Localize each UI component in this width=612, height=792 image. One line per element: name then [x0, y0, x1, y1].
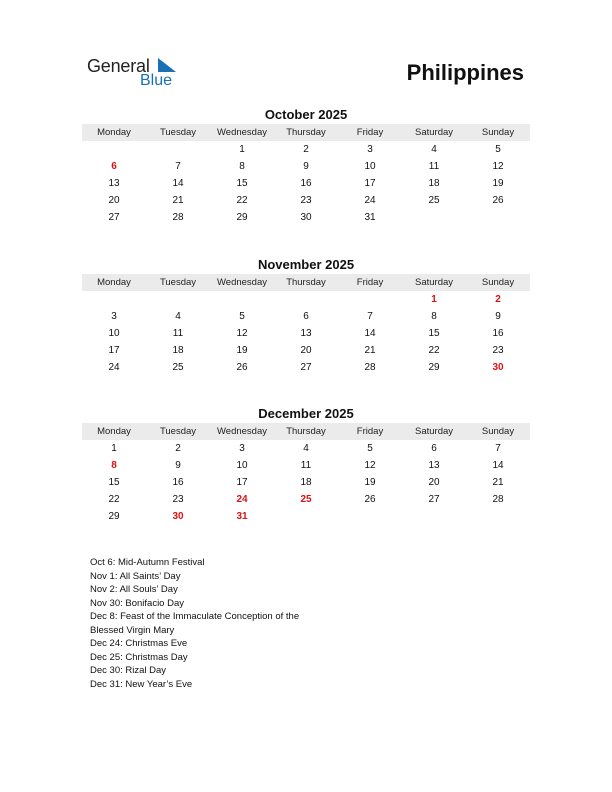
day-cell: 28 [492, 494, 504, 505]
day-cell: 5 [239, 311, 245, 322]
day-cell: 15 [428, 328, 440, 339]
day-cell: 30 [172, 511, 184, 522]
day-cell: 17 [236, 477, 248, 488]
day-cell: 25 [300, 494, 312, 505]
holiday-note: Nov 2: All Souls’ Day [90, 584, 178, 595]
day-cell: 17 [364, 178, 376, 189]
day-cell: 12 [364, 460, 376, 471]
logo-triangle-icon [156, 58, 176, 72]
month-title: November 2025 [257, 257, 355, 272]
day-cell: 23 [300, 195, 312, 206]
day-cell: 20 [428, 477, 440, 488]
month-november [82, 256, 530, 376]
day-cell: 18 [172, 345, 184, 356]
day-cell: 16 [492, 328, 504, 339]
weekday-label: Friday [356, 127, 384, 138]
weekday-label: Wednesday [217, 277, 267, 288]
day-cell: 25 [172, 362, 184, 373]
week-row [82, 325, 530, 342]
week-row [82, 175, 530, 192]
weekday-label: Wednesday [217, 426, 267, 437]
week-row [82, 291, 530, 308]
logo-blue-text: Blue [140, 72, 173, 89]
day-cell: 11 [172, 328, 184, 339]
country-title: Philippines [406, 60, 524, 85]
day-cell: 6 [431, 443, 437, 454]
day-cell: 29 [236, 212, 248, 223]
weekday-label: Tuesday [159, 426, 197, 437]
day-cell: 21 [172, 195, 184, 206]
weekday-label: Sunday [481, 277, 515, 288]
day-cell: 20 [300, 345, 312, 356]
weekday-header [82, 124, 530, 141]
day-cell: 19 [364, 477, 376, 488]
day-cell: 22 [108, 494, 120, 505]
day-cell: 16 [172, 477, 184, 488]
holiday-note: Dec 25: Christmas Day [90, 651, 188, 663]
day-cell: 2 [175, 443, 181, 454]
day-cell: 17 [108, 345, 120, 356]
day-cell: 8 [111, 460, 117, 471]
day-cell: 5 [495, 144, 501, 155]
month-title: October 2025 [264, 107, 348, 122]
week-row [82, 508, 530, 525]
day-cell: 13 [300, 328, 312, 339]
logo-general-text: General [87, 56, 150, 76]
day-cell: 24 [236, 494, 248, 505]
weekday-header [82, 423, 530, 440]
weekday-label: Sunday [481, 127, 515, 138]
day-cell: 4 [175, 311, 181, 322]
day-cell: 3 [111, 311, 117, 322]
month-grid [82, 141, 530, 226]
day-cell: 9 [495, 311, 501, 322]
day-cell: 10 [236, 460, 248, 471]
day-cell: 13 [428, 460, 440, 471]
weekday-label: Thursday [286, 127, 326, 138]
day-cell: 22 [428, 345, 440, 356]
logo [87, 56, 187, 92]
day-cell: 4 [303, 443, 309, 454]
month-grid [82, 440, 530, 525]
day-cell: 21 [492, 477, 504, 488]
day-cell: 1 [111, 443, 117, 454]
day-cell: 11 [428, 161, 440, 172]
day-cell: 14 [492, 460, 504, 471]
day-cell: 27 [108, 212, 120, 223]
day-cell: 10 [364, 161, 376, 172]
day-cell: 19 [236, 345, 248, 356]
day-cell: 14 [364, 328, 376, 339]
weekday-label: Thursday [286, 426, 326, 437]
day-cell: 26 [364, 494, 376, 505]
day-cell: 27 [300, 362, 312, 373]
day-cell: 22 [236, 195, 248, 206]
weekday-label: Saturday [414, 426, 454, 437]
day-cell: 26 [492, 195, 504, 206]
weekday-label: Wednesday [217, 127, 267, 138]
month-grid [82, 291, 530, 376]
holiday-note: Nov 30: Bonifacio Day [90, 597, 184, 609]
day-cell: 18 [428, 178, 440, 189]
day-cell: 29 [428, 362, 440, 373]
day-cell: 11 [300, 460, 312, 471]
week-row [82, 457, 530, 474]
day-cell: 5 [367, 443, 373, 454]
holiday-note: Nov 1: All Saints’ Day [90, 570, 181, 582]
weekday-label: Sunday [481, 426, 515, 437]
holiday-note: Oct 6: Mid-Autumn Festival [90, 557, 205, 568]
day-cell: 21 [364, 345, 376, 356]
day-cell: 31 [236, 511, 248, 522]
day-cell: 23 [172, 494, 184, 505]
week-row [82, 192, 530, 209]
week-row [82, 209, 530, 226]
day-cell: 1 [431, 294, 437, 305]
week-row [82, 474, 530, 491]
week-row [82, 308, 530, 325]
day-cell: 6 [111, 161, 117, 172]
day-cell: 3 [367, 144, 373, 155]
day-cell: 27 [428, 494, 440, 505]
weekday-header [82, 274, 530, 291]
weekday-label: Friday [356, 277, 384, 288]
day-cell: 30 [492, 362, 504, 373]
day-cell: 10 [108, 328, 120, 339]
holiday-note: Dec 24: Christmas Eve [90, 638, 188, 649]
week-row [82, 359, 530, 376]
weekday-label: Thursday [286, 277, 326, 288]
day-cell: 26 [236, 362, 248, 373]
day-cell: 3 [239, 443, 245, 454]
day-cell: 9 [303, 161, 309, 172]
holiday-note: Dec 8: Feast of the Immaculate Conception of the [90, 611, 300, 622]
day-cell: 19 [492, 178, 504, 189]
day-cell: 23 [492, 345, 504, 356]
day-cell: 2 [495, 294, 501, 305]
day-cell: 8 [239, 161, 245, 172]
weekday-label: Tuesday [159, 277, 197, 288]
week-row [82, 342, 530, 359]
day-cell: 30 [300, 212, 312, 223]
day-cell: 2 [303, 144, 309, 155]
holiday-note: Dec 30: Rizal Day [90, 665, 167, 676]
weekday-label: Monday [97, 277, 131, 288]
weekday-label: Monday [97, 127, 131, 138]
day-cell: 8 [431, 311, 437, 322]
weekday-label: Monday [97, 426, 131, 437]
weekday-label: Saturday [414, 127, 454, 138]
week-row [82, 158, 530, 175]
day-cell: 16 [300, 178, 312, 189]
day-cell: 7 [367, 311, 373, 322]
day-cell: 9 [175, 460, 181, 471]
day-cell: 12 [492, 161, 504, 172]
day-cell: 7 [495, 443, 501, 454]
holiday-notes [90, 556, 299, 691]
day-cell: 13 [108, 178, 120, 189]
day-cell: 1 [239, 144, 245, 155]
day-cell: 29 [108, 511, 120, 522]
holiday-note: Blessed Virgin Mary [90, 624, 175, 636]
day-cell: 4 [431, 144, 437, 155]
day-cell: 15 [108, 477, 120, 488]
month-title: December 2025 [258, 406, 354, 421]
day-cell: 28 [364, 362, 376, 373]
weekday-label: Saturday [414, 277, 454, 288]
week-row [82, 141, 530, 158]
day-cell: 6 [303, 311, 309, 322]
month-december [82, 405, 530, 525]
holiday-note: Dec 31: New Year’s Eve [90, 678, 193, 690]
day-cell: 31 [364, 212, 376, 223]
day-cell: 15 [236, 178, 248, 189]
day-cell: 12 [236, 328, 248, 339]
day-cell: 7 [175, 161, 181, 172]
day-cell: 28 [172, 212, 184, 223]
week-row [82, 440, 530, 457]
day-cell: 24 [108, 362, 120, 373]
month-october [82, 106, 530, 226]
weekday-label: Tuesday [159, 127, 197, 138]
day-cell: 24 [364, 195, 376, 206]
day-cell: 20 [108, 195, 120, 206]
day-cell: 14 [172, 178, 184, 189]
weekday-label: Friday [356, 426, 384, 437]
day-cell: 25 [428, 195, 440, 206]
day-cell: 18 [300, 477, 312, 488]
week-row [82, 491, 530, 508]
